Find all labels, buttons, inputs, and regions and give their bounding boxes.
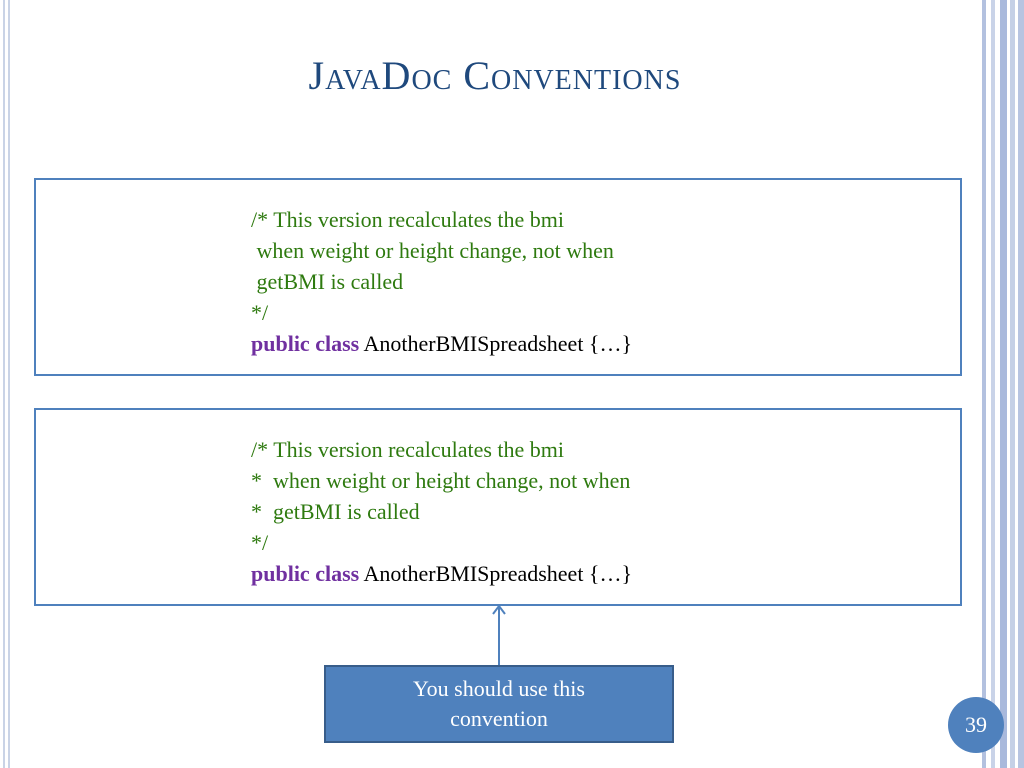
code-snippet [251,204,632,359]
left-border-decoration [0,0,11,768]
keyword-text: public class [251,331,360,356]
page-number: 39 [965,712,987,737]
keyword-text: public class [251,561,360,586]
comment-line: /* This version recalculates the bmi [251,437,565,462]
comment-line: */ [251,530,269,555]
comment-line: getBMI is called [251,269,404,294]
page-number-badge [948,697,1004,753]
code-box-without-asterisks [34,178,962,376]
up-arrow-icon [490,604,508,666]
class-declaration: AnotherBMISpreadsheet {…} [359,331,633,356]
comment-line: /* This version recalculates the bmi [251,207,565,232]
comment-line: * getBMI is called [251,499,420,524]
code-snippet [251,434,632,589]
class-declaration: AnotherBMISpreadsheet {…} [359,561,633,586]
comment-line: */ [251,300,269,325]
convention-callout [324,665,674,743]
code-box-with-asterisks [34,408,962,606]
callout-text: You should use this convention [413,676,585,731]
slide-title: JavaDoc Conventions [308,53,682,98]
comment-line: * when weight or height change, not when [251,468,631,493]
comment-line: when weight or height change, not when [251,238,614,263]
right-stripes-decoration [976,0,1024,768]
